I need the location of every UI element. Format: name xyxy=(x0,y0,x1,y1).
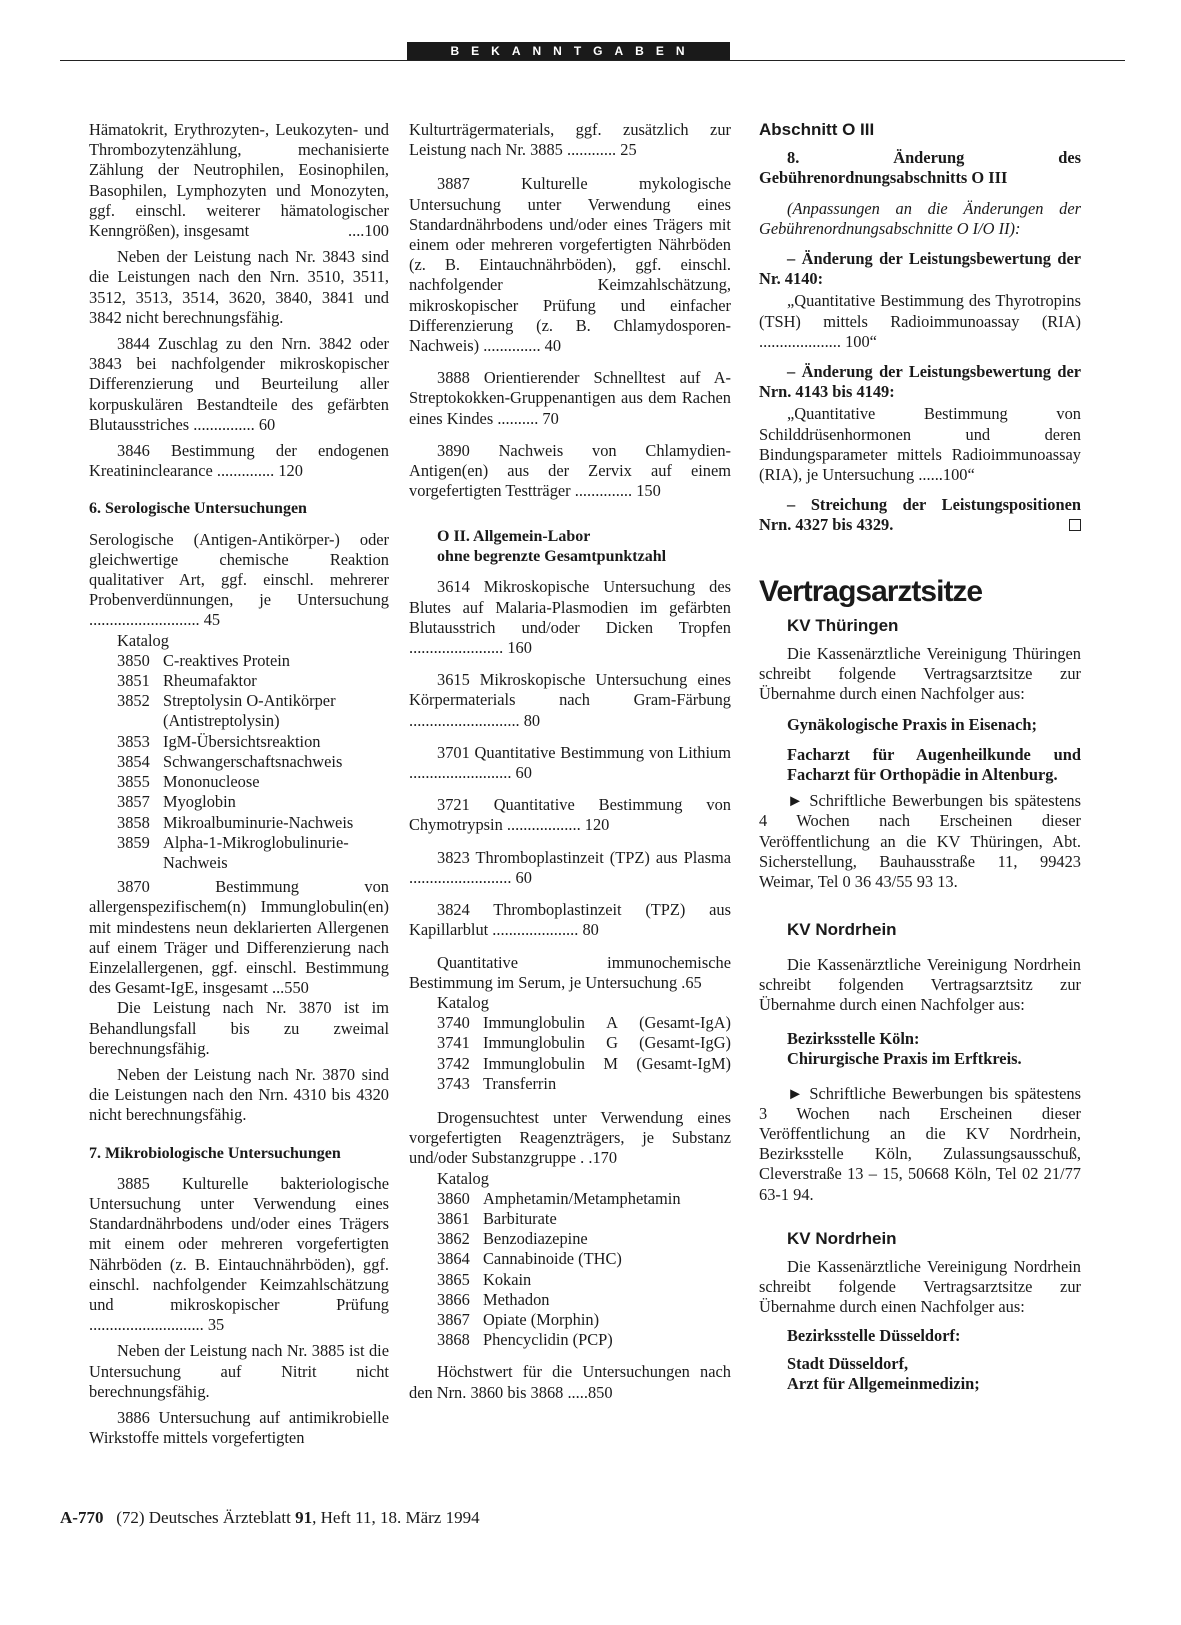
catalog-item xyxy=(409,1229,731,1249)
entry-text: 3885 Kulturelle bakteriologische Untersuchung unter Verwendung eines Standardnährbodens und/oder eines Trägers mit einem oder mehreren vorgefertigten Nährböden (z. B. Eintauchnährböden), ggf. einschl. nachfolgender Keimzahlschätzung und mikroskopischer Prüfung xyxy=(89,1173,389,1314)
catalog-text: Myoglobin xyxy=(163,792,236,812)
entry-value: 100“ xyxy=(845,331,877,351)
entry-value: 60 xyxy=(515,763,532,783)
entry-text: Kulturträgermaterials, ggf. zusätzlich zur Leistung nach Nr. 3885 xyxy=(409,120,731,160)
change-1-item: „Quantitative Bestimmung des Thyrotropins (TSH) mittels Radioimmunoassay (RIA) .................... 100“ xyxy=(759,291,1081,351)
entry-text: 3890 Nachweis von Chlamydien-Antigen(en) aus der Zervix auf einem vorgefertigten Testträger xyxy=(409,440,731,501)
entry-text: 3701 Quantitative Bestimmung von Lithium xyxy=(437,742,731,762)
page-code: A-770 xyxy=(60,1508,104,1527)
catalog-text: Streptolysin O-Antikörper (Antistreptolysin) xyxy=(163,691,336,731)
catalog-number: 3854 xyxy=(117,751,150,771)
entry-value: 100“ xyxy=(942,465,975,485)
column-1 xyxy=(89,120,389,1454)
catalog-item xyxy=(89,651,389,671)
entry-value: 170 xyxy=(592,1148,618,1168)
catalog-item xyxy=(409,1290,731,1310)
catalog-number: 3742 xyxy=(437,1053,470,1073)
entry-text: 3844 Zuschlag zu den Nrn. 3842 oder 3843 bei nachfolgender mikroskopischer Differenzierung und Beurteilung aller korpuskulären Bestandteile des gefärbten Blutausstriches xyxy=(89,334,389,434)
catalog-number: 3741 xyxy=(437,1033,470,1053)
catalog-item xyxy=(89,813,389,833)
entry-text: Drogensuchtest unter Verwendung eines vorgefertigten Reagenzträgers, je Substanz und/oder Substanzgruppe xyxy=(409,1107,731,1168)
entry-3886: 3886 Untersuchung auf antimikrobielle Wirkstoffe mittels vorgefertigten xyxy=(89,1407,389,1448)
catalog-text: Methadon xyxy=(483,1289,550,1309)
catalog-item xyxy=(89,691,389,731)
catalog-text: Alpha-1-Mikroglobulinurie-Nachweis xyxy=(163,832,349,872)
catalog-number: 3868 xyxy=(437,1330,470,1350)
kv-nordrhein-2-item-1: Bezirksstelle Düsseldorf: xyxy=(787,1325,961,1345)
catalog-label: Katalog xyxy=(437,992,489,1012)
entry-3824: 3824 Thromboplastinzeit (TPZ) aus Kapillarblut ..................... 80 xyxy=(409,900,731,940)
catalog-text: Mikroalbuminurie-Nachweis xyxy=(163,812,354,832)
serology-catalog xyxy=(89,651,389,873)
kv-nordrhein-head: KV Nordrhein xyxy=(787,920,897,940)
catalog-text: Rheumafaktor xyxy=(163,671,257,691)
page-footer xyxy=(60,1508,480,1528)
catalog-number: 3858 xyxy=(117,812,150,832)
catalog-item xyxy=(409,1054,731,1074)
catalog-item xyxy=(89,752,389,772)
entry-3823: 3823 Thromboplastinzeit (TPZ) aus Plasma ......................... 60 xyxy=(409,847,731,887)
catalog-number: 3866 xyxy=(437,1289,470,1309)
entry-value: 70 xyxy=(542,408,559,428)
entry-3870: 3870 Bestimmung von allergenspezifischem(n) Immunglobulin(en) mit mindestens neun deklarierten Allergenen auf einem Träger und Differenzierung nach Einzelallergenen, ggf. einschl. Bestimmung des Gesamt-IgE, insgesamt ...550 xyxy=(89,877,389,998)
catalog-text: Cannabinoide (THC) xyxy=(483,1249,622,1269)
kv-nordrhein-2-intro: Die Kassenärztliche Vereinigung Nordrhein schreibt folgende Vertragsarztsitze zur Übernahme durch einen Nachfolger aus: xyxy=(759,1256,1081,1317)
column-3 xyxy=(759,120,1081,1400)
catalog-text: Phencyclidin (PCP) xyxy=(483,1330,613,1350)
entry-value: 25 xyxy=(620,140,637,160)
entry-text: Hämatokrit, Erythrozyten-, Leukozyten- und Thrombozytenzählung, mechanisierte Zählung der Neutrophilen, Eosinophilen, Basophilen, Lymphozyten und Monozyten, ggf. einschl. weiterer hämatologischer Kenngrößen), insgesamt xyxy=(89,120,389,241)
journal-issue: , Heft 11, 18. März 1994 xyxy=(312,1508,480,1527)
entry-text: Serologische (Antigen-Antikörper-) oder gleichwertige chemische Reaktion qualitativer Art, ggf. einschl. mehrerer Probenverdünnungen, je Untersuchung xyxy=(89,529,389,610)
entry-text: 3887 Kulturelle mykologische Untersuchung unter Verwendung eines Standardnährbodens und/oder eines Trägers mit einem oder mehreren vorgefertigten Nährböden (z. B. Eintauchnährböden), ggf. einschl. nachfolgender Keimzahlschätzung, mikroskopischer Prüfung und einfacher Differenzierung (z. B. Chlamydosporen-Nachweis) xyxy=(409,174,731,356)
catalog-part: Immunglobulin xyxy=(483,1033,585,1053)
note-3870-1: Die Leistung nach Nr. 3870 ist im Behandlungsfall bis zu zweimal berechnungsfähig. xyxy=(89,998,389,1058)
catalog-number: 3853 xyxy=(117,731,150,751)
catalog-text: Schwangerschaftsnachweis xyxy=(163,751,343,771)
kv-nordrhein-2-head: KV Nordrhein xyxy=(787,1228,897,1248)
page-number: (72) xyxy=(116,1508,145,1527)
change-3-text: – Streichung der Leistungspositionen Nrn. 4327 bis 4329. xyxy=(759,495,1081,535)
catalog-item xyxy=(89,671,389,691)
entry-text: Höchstwert für die Untersuchungen nach den Nrn. 3860 bis 3868 xyxy=(409,1362,731,1402)
catalog-item xyxy=(89,792,389,812)
entry-3890: 3890 Nachweis von Chlamydien-Antigen(en) aus der Zervix auf einem vorgefertigten Testträger .............. 150 xyxy=(409,440,731,501)
catalog-number: 3857 xyxy=(117,792,150,812)
kv-nordrhein-item-1: Bezirksstelle Köln: xyxy=(787,1029,920,1049)
catalog-number: 3864 xyxy=(437,1249,470,1269)
catalog-item xyxy=(409,1310,731,1330)
catalog-text xyxy=(483,1013,731,1033)
note-3843: Neben der Leistung nach Nr. 3843 sind die Leistungen nach den Nrn. 3510, 3511, 3512, 3513, 3514, 3620, 3840, 3841 und 3842 nicht berechnungsfähig. xyxy=(89,247,389,327)
kv-thueringen-intro: Die Kassenärztliche Vereinigung Thüringen schreibt folgende Vertragsarztsitze zur Übernahme durch einen Nachfolger aus: xyxy=(759,644,1081,704)
catalog-item xyxy=(409,1033,731,1053)
entry-3885: 3885 Kulturelle bakteriologische Untersuchung unter Verwendung eines Standardnährbodens und/oder eines Trägers mit einem oder mehreren vorgefertigten Nährböden (z. B. Eintauchnährböden), ggf. einschl. nachfolgender Keimzahlschätzung und mikroskopischer Prüfung ............................ 35 xyxy=(89,1173,389,1335)
catalog-text: IgM-Übersichtsreaktion xyxy=(163,731,321,751)
journal-volume: 91 xyxy=(295,1508,313,1527)
journal-name: Deutsches Ärzteblatt xyxy=(148,1508,291,1527)
catalog-item xyxy=(409,1013,731,1033)
abschnitt-title: Abschnitt O III xyxy=(759,120,875,139)
catalog-part: Immunglobulin xyxy=(483,1013,585,1033)
entry-3615: 3615 Mikroskopische Untersuchung eines Körpermaterials nach Gram-Färbung ........................... 80 xyxy=(409,670,731,730)
catalog-number: 3859 xyxy=(117,832,150,852)
blood-count-entry: Hämatokrit, Erythrozyten-, Leukozyten- und Thrombozytenzählung, mechanisierte Zählung der Neutrophilen, Eosinophilen, Basophilen, Lymphozyten und Monozyten, ggf. einschl. weiterer hämatologischer Kenngrößen), insgesamt ....100 xyxy=(89,120,389,241)
section-label: BEKANNTGABEN xyxy=(450,44,697,58)
catalog-item xyxy=(409,1249,731,1269)
entry-3701: 3701 Quantitative Bestimmung von Lithium ......................... 60 xyxy=(409,742,731,783)
kv-thueringen-apply: ► Schriftliche Bewerbungen bis spätestens 4 Wochen nach Erscheinen dieser Veröffentlichung an die KV Thüringen, Abt. Sicherstellung, Bauhausstraße 11, 99423 Weimar, Tel 0 36 43/55 93 13. xyxy=(759,791,1081,892)
note-3870-2: Neben der Leistung nach Nr. 3870 sind die Leistungen nach den Nrn. 4310 bis 4320 nicht berechnungsfähig. xyxy=(89,1064,389,1125)
entry-value: 160 xyxy=(507,638,532,658)
catalog-part: A xyxy=(606,1013,618,1033)
catalog-number: 3855 xyxy=(117,772,150,792)
catalog-item xyxy=(409,1209,731,1229)
kv-nordrhein-2-item-3: Arzt für Allgemeinmedizin; xyxy=(787,1373,980,1393)
catalog-number: 3865 xyxy=(437,1269,470,1289)
entry-value: 60 xyxy=(258,414,276,434)
catalog-number: 3852 xyxy=(117,691,150,711)
entry-text: 3870 Bestimmung von allergenspezifischem(n) Immunglobulin(en) mit mindestens neun deklarierten Allergenen auf einem Träger und Differenzierung nach Einzelallergenen, ggf. einschl. Bestimmung des Gesamt-IgE, insgesamt xyxy=(89,877,389,998)
immunoglobulin-catalog xyxy=(409,1013,731,1074)
catalog-item xyxy=(89,732,389,752)
catalog-number: 3850 xyxy=(117,650,150,670)
change-1-title: – Änderung der Leistungsbewertung der Nr. 4140: xyxy=(759,249,1081,289)
kv-thueringen-item-1: Gynäkologische Praxis in Eisenach; xyxy=(787,714,1037,734)
entry-value: 40 xyxy=(544,336,562,356)
entry-value: 550 xyxy=(284,978,309,998)
catalog-text: C-reaktives Protein xyxy=(163,650,290,670)
title-line: ohne begrenzte Gesamtpunktzahl xyxy=(437,548,667,566)
catalog-part: M xyxy=(603,1053,618,1073)
catalog-part: (Gesamt-IgA) xyxy=(639,1013,731,1033)
header-rule xyxy=(60,60,1125,61)
catalog-part: (Gesamt-IgM) xyxy=(636,1053,731,1073)
column-2 xyxy=(409,120,731,1409)
catalog-number: 3740 xyxy=(437,1013,470,1033)
title-line: O II. Allgemein-Labor xyxy=(437,528,591,546)
section-7-title: 7. Mikrobiologische Untersuchungen xyxy=(89,1144,341,1162)
entry-value: 80 xyxy=(523,710,541,730)
kv-nordrhein-apply: ► Schriftliche Bewerbungen bis spätestens 3 Wochen nach Erscheinen dieser Veröffentlichung an die KV Nordrhein, Bezirksstelle Köln, Zulassungsausschuß, Cleverstraße 13 – 15, 50668 Köln, Tel 02 21/77 63-1 94. xyxy=(759,1083,1081,1204)
catalog-item xyxy=(409,1330,731,1350)
catalog-part: Immunglobulin xyxy=(483,1053,585,1073)
catalog-item xyxy=(409,1074,731,1094)
entry-text: 3846 Bestimmung der endogenen Kreatininclearance xyxy=(89,441,389,481)
catalog-number: 3862 xyxy=(437,1229,470,1249)
note-3885: Neben der Leistung nach Nr. 3885 ist die Untersuchung auf Nitrit nicht berechnungsfähig. xyxy=(89,1341,389,1401)
catalog-label: Katalog xyxy=(437,1168,489,1188)
end-mark-icon xyxy=(1069,519,1081,531)
catalog-text: Mononucleose xyxy=(163,772,260,792)
entry-value: 120 xyxy=(584,815,610,835)
catalog-item xyxy=(409,1270,731,1290)
change-title: 8. Änderung des Gebührenordnungsabschnitts O III xyxy=(759,148,1081,188)
catalog-number: 3867 xyxy=(437,1309,470,1329)
entry-text: 3824 Thromboplastinzeit (TPZ) aus Kapillarblut xyxy=(409,900,731,940)
catalog-text: Benzodiazepine xyxy=(483,1229,588,1249)
catalog-item xyxy=(89,833,389,873)
change-2-title: – Änderung der Leistungsbewertung der Nrn. 4143 bis 4149: xyxy=(759,362,1081,402)
max-value-entry: Höchstwert für die Untersuchungen nach den Nrn. 3860 bis 3868 .....850 xyxy=(409,1362,731,1402)
entry-value: 65 xyxy=(685,972,702,992)
entry-text: „Quantitative Bestimmung von Schilddrüsenhormonen und deren Bindungsparameter mittels Radioimmunoassay (RIA), je Untersuchung xyxy=(759,404,1081,485)
drug-test-entry: Drogensuchtest unter Verwendung eines vorgefertigten Reagenzträgers, je Substanz und/oder Substanzgruppe . .170 xyxy=(409,1107,731,1168)
catalog-number: 3860 xyxy=(437,1188,470,1208)
section-header-banner xyxy=(407,42,730,60)
drug-catalog xyxy=(409,1189,731,1351)
kv-thueringen-head: KV Thüringen xyxy=(787,615,899,635)
catalog-part: G xyxy=(606,1033,618,1053)
section-6-title: 6. Serologische Untersuchungen xyxy=(89,500,307,518)
entry-3846: 3846 Bestimmung der endogenen Kreatininclearance .............. 120 xyxy=(89,441,389,481)
catalog-item xyxy=(409,1189,731,1209)
entry-value: 120 xyxy=(278,461,303,481)
entry-text: 3823 Thromboplastinzeit (TPZ) aus Plasma xyxy=(437,847,731,867)
catalog-label: Katalog xyxy=(117,630,169,650)
catalog-number: 3851 xyxy=(117,671,150,691)
entry-value: 45 xyxy=(203,610,221,630)
entry-3614: 3614 Mikroskopische Untersuchung des Blutes auf Malaria-Plasmodien im gefärbten Blutausstrich und/oder Dicken Tropfen ....................... 160 xyxy=(409,577,731,658)
catalog-text: Barbiturate xyxy=(483,1208,557,1228)
section-oii-title xyxy=(437,527,731,567)
kv-thueringen-item-2: Facharzt für Augenheilkunde und Facharzt für Orthopädie in Altenburg. xyxy=(787,744,1081,785)
catalog-text: Opiate (Morphin) xyxy=(483,1309,600,1329)
entry-3888: 3888 Orientierender Schnelltest auf A-Streptokokken-Gruppenantigen aus dem Rachen eines Kindes .......... 70 xyxy=(409,368,731,428)
vertragsarztsitze-title: Vertragsarztsitze xyxy=(759,574,983,608)
entry-3886-cont: Kulturträgermaterials, ggf. zusätzlich zur Leistung nach Nr. 3885 ............ 25 xyxy=(409,120,731,160)
entry-value: 60 xyxy=(515,867,532,887)
entry-text: Quantitative immunochemische Bestimmung im Serum, je Untersuchung xyxy=(409,952,731,992)
catalog-text: Transferrin xyxy=(483,1073,557,1093)
immunochem-entry: Quantitative immunochemische Bestimmung im Serum, je Untersuchung .65 xyxy=(409,952,731,992)
entry-text: „Quantitative Bestimmung des Thyrotropins (TSH) mittels Radioimmunoassay (RIA) xyxy=(759,291,1081,331)
entry-text: 3614 Mikroskopische Untersuchung des Blutes auf Malaria-Plasmodien im gefärbten Blutausstrich und/oder Dicken Tropfen xyxy=(409,577,731,637)
catalog-part: (Gesamt-IgG) xyxy=(639,1033,731,1053)
entry-value: 100 xyxy=(364,221,389,241)
catalog-text: Amphetamin/Metamphetamin xyxy=(483,1188,681,1208)
entry-text: 3721 Quantitative Bestimmung von Chymotrypsin xyxy=(409,795,731,835)
entry-value: 150 xyxy=(636,481,661,501)
kv-nordrhein-item-2: Chirurgische Praxis im Erftkreis. xyxy=(787,1049,1022,1069)
catalog-text xyxy=(483,1033,731,1053)
catalog-item xyxy=(89,772,389,792)
catalog-text xyxy=(483,1054,731,1074)
change-2-item: „Quantitative Bestimmung von Schilddrüsenhormonen und deren Bindungsparameter mittels Radioimmunoassay (RIA), je Untersuchung ......100“ xyxy=(759,404,1081,485)
catalog-text: Kokain xyxy=(483,1269,532,1289)
change-3-title xyxy=(759,495,1081,535)
catalog-number: 3743 xyxy=(437,1073,470,1093)
kv-nordrhein-intro: Die Kassenärztliche Vereinigung Nordrhein schreibt folgenden Vertragsarztsitz zur Übernahme durch einen Nachfolger aus: xyxy=(759,954,1081,1014)
catalog-number: 3861 xyxy=(437,1208,470,1228)
entry-text: 3615 Mikroskopische Untersuchung eines Körpermaterials nach Gram-Färbung xyxy=(409,670,731,710)
serology-intro: Serologische (Antigen-Antikörper-) oder gleichwertige chemische Reaktion qualitativer Art, ggf. einschl. mehrerer Probenverdünnungen, je Untersuchung ........................... 45 xyxy=(89,529,389,630)
entry-value: 35 xyxy=(207,1315,225,1335)
entry-3844: 3844 Zuschlag zu den Nrn. 3842 oder 3843 bei nachfolgender mikroskopischer Differenzierung und Beurteilung aller korpuskulären Bestandteile des gefärbten Blutausstriches ............... 60 xyxy=(89,334,389,434)
change-note: (Anpassungen an die Änderungen der Gebührenordnungsabschnitte O I/O II): xyxy=(759,198,1081,238)
entry-value: 850 xyxy=(587,1382,613,1402)
kv-nordrhein-2-item-2: Stadt Düsseldorf, xyxy=(787,1353,909,1373)
entry-value: 80 xyxy=(582,920,599,940)
entry-text: 3888 Orientierender Schnelltest auf A-Streptokokken-Gruppenantigen aus dem Rachen eines Kindes xyxy=(409,368,731,428)
entry-3887: 3887 Kulturelle mykologische Untersuchung unter Verwendung eines Standardnährbodens und/oder eines Trägers mit einem oder mehreren vorgefertigten Nährböden (z. B. Eintauchnährböden), ggf. einschl. nachfolgender Keimzahlschätzung, mikroskopischer Prüfung und einfacher Differenzierung (z. B. Chlamydosporen-Nachweis) .............. 40 xyxy=(409,174,731,356)
entry-3721: 3721 Quantitative Bestimmung von Chymotrypsin .................. 120 xyxy=(409,795,731,835)
